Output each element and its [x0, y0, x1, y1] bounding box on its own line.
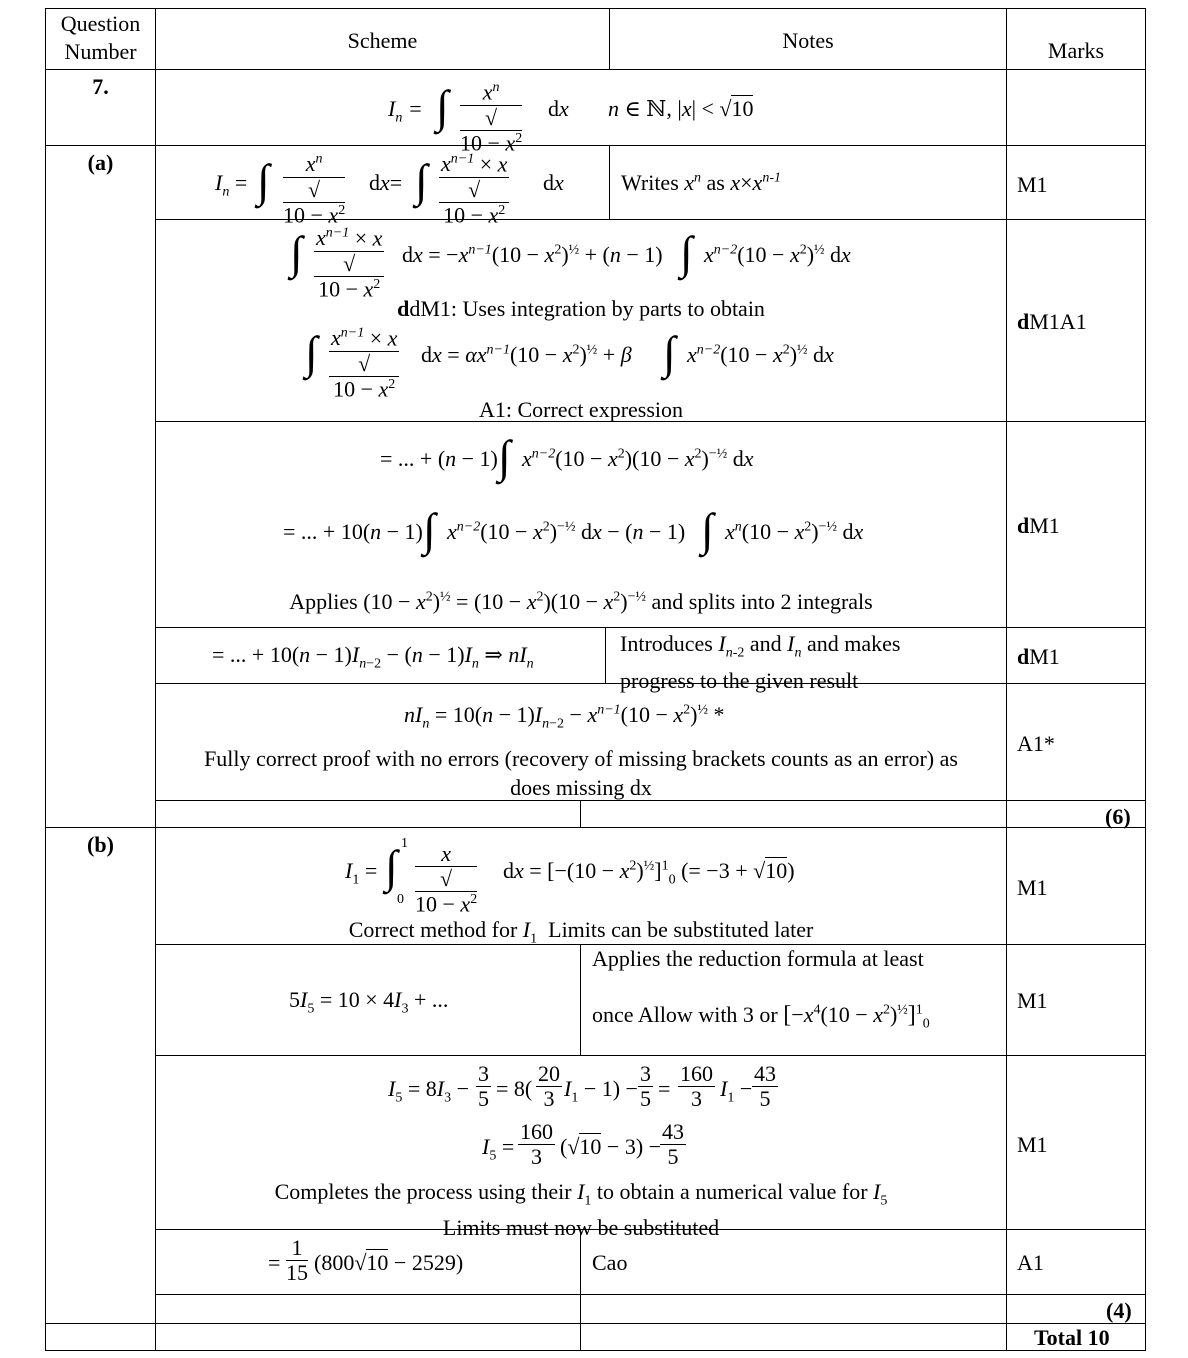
note-proof2: does missing dx: [510, 775, 652, 800]
note-splits: and splits into 2 integrals: [651, 589, 873, 614]
part-b-total: (4): [1106, 1298, 1132, 1323]
part-a-row5-scheme: $nI_n = 10(n - 1)I_{n-2} - x^{n-1}(10 - x^2)^{\frac{1}{2}}$ *: [404, 702, 725, 732]
part-b-row3-note: Completes the process using their $I_1$ to obtain a numerical value for $I_5$ Limits must now be substituted: [274, 1179, 888, 1241]
note-reduction2: once Allow with 3 or: [592, 1002, 778, 1027]
part-b-row3-scheme-eq1: $I_5 = 8I_3$ − $\frac{3}{5}$ = 8( $\frac{20}{3}$ $I_1 - 1$) − $\frac{3}{5}$ = $\frac{160}{3}$ $I_1$ − $\frac{43}{5}$: [388, 1061, 776, 1112]
part-b-row2-notes-line2: once Allow with 3 or $[-x^4(10 - x^2)^{\frac{1}{2}}]^1_0$: [592, 1002, 930, 1032]
part-a-row2-scheme-eq2: ∫ $x^{n-1} \times x$ √ $10 - x^2$ dx = $\alpha x^{n-1}(10 - x^2)^{\frac{1}{2}} + \beta$ ∫ $x^{n-2}(10 - x^2)^{\frac{1}{2}}$ dx: [305, 325, 834, 402]
note-intro4: progress to the given result: [620, 668, 859, 694]
part-a-row2-marks: dM1A1: [1017, 309, 1087, 334]
part-a-label: (a): [87, 150, 114, 175]
note-writes: Writes: [621, 170, 679, 195]
part-a-row2-note2: A1: Correct expression: [478, 397, 684, 422]
part-a-row3-note: Applies $(10 - x^2)^{\frac{1}{2}} = (10 - x^2)(10 - x^2)^{-\frac{1}{2}}$ and splits into 2 integrals: [289, 589, 873, 614]
part-a-row2-scheme-eq: ∫ $x^{n-1} \times x$ √ $10 - x^2$ dx = $-x^{n-1}(10 - x^2)^{\frac{1}{2}} + (n - 1)$ ∫ $x^{n-2}(10 - x^2)^{\frac{1}{2}}$ dx: [290, 225, 851, 302]
note-applies: Applies: [289, 589, 358, 614]
part-b-row2-scheme: $5I_5 = 10 \times 4I_3$ + ...: [289, 987, 449, 1017]
part-a-row4-marks: dM1: [1017, 644, 1060, 669]
header-question-label: Question Number: [60, 11, 141, 64]
part-a-row3-scheme-eq2: = ... + 10(n − 1) ∫ $x^{n-2}(10 - x^2)^{-\frac{1}{2}}$ dx − (n − 1) ∫ $x^n(10 - x^2)^{-\frac{1}{2}}$ dx: [283, 504, 864, 555]
part-a-row2-note1: ddM1: Uses integration by parts to obtain: [397, 296, 765, 321]
part-a-row4-scheme: = ... + $10(n - 1)I_{n-2} - (n - 1)I_n$ ⇒ $nI_n$: [212, 642, 534, 672]
part-b-row2-marks: M1: [1017, 988, 1048, 1013]
part-a-row1-scheme: $I_n$ = ∫ $x^n$ √ $10 - x^2$ dx= ∫ $x^{n-1} \times x$ √ $10 - x^2$ dx: [215, 151, 564, 228]
part-b-row4-notes: Cao: [592, 1250, 628, 1275]
header-scheme: Scheme: [347, 28, 418, 53]
part-b-row2-notes-line1: Applies the reduction formula at least: [592, 946, 924, 971]
note-as: as: [706, 170, 725, 195]
part-b-row1-marks: M1: [1017, 875, 1048, 900]
note-intro2: and: [749, 631, 782, 656]
note-dm1-text: dM1: Uses integration by parts to obtain: [409, 296, 765, 321]
part-b-row1-scheme: $I_1$ = ∫ 1 0 x √ $10 - x^2$ dx = $[-(10 - x^2)^{\frac{1}{2}}]^1_0$ (= −3 + √10): [345, 836, 795, 917]
grand-total: Total 10: [1034, 1325, 1110, 1350]
question-definition: $I_n$ = ∫ $x^n$ √ $10 - x^2$ dx n ∈ ℕ, |x| < √10: [388, 79, 754, 156]
part-b-row4-marks: A1: [1017, 1250, 1044, 1275]
part-b-label: (b): [87, 832, 114, 857]
part-b-row3-scheme-eq2: $I_5$ = $\frac{160}{3}$ (√10 − 3) − $\frac{43}{5}$: [482, 1119, 684, 1170]
part-a-row1-notes: Writes $x^n$ as $x\times x^{n-1}$: [621, 170, 781, 195]
part-b-row3-marks: M1: [1017, 1132, 1048, 1157]
part-a-row4-notes: Introduces $I_{n-2}$ and $I_n$ and makes progress to the given result: [620, 631, 901, 694]
part-b-row1-note: Correct method for $I_1$ Limits can be substituted later: [348, 917, 814, 947]
header-notes: Notes: [782, 28, 834, 53]
note-proof: Fully correct proof with no errors (recovery of missing brackets counts as an error) as: [204, 746, 958, 771]
part-b-row4-scheme: = $\frac{1}{15}$ (800√10 − 2529): [268, 1235, 464, 1286]
part-a-row3-scheme-eq1: = ... + (n − 1) ∫ $x^{n-2}(10 - x^2)(10 - x^2)^{-\frac{1}{2}}$ dx: [380, 431, 754, 482]
header-question-number: [46, 10, 155, 66]
part-a-row1-marks: M1: [1017, 172, 1048, 197]
note-intro3: and makes: [806, 631, 901, 656]
note-limits: Limits must now be substituted: [442, 1215, 720, 1241]
part-a-row5-marks: A1*: [1017, 731, 1055, 756]
note-intro1: Introduces: [620, 631, 713, 656]
part-a-row5-note: [156, 744, 1006, 802]
part-a-total: (6): [1105, 804, 1131, 829]
question-number: 7.: [92, 74, 109, 99]
header-marks: Marks: [1047, 38, 1105, 63]
part-a-row3-marks: dM1: [1017, 513, 1060, 538]
